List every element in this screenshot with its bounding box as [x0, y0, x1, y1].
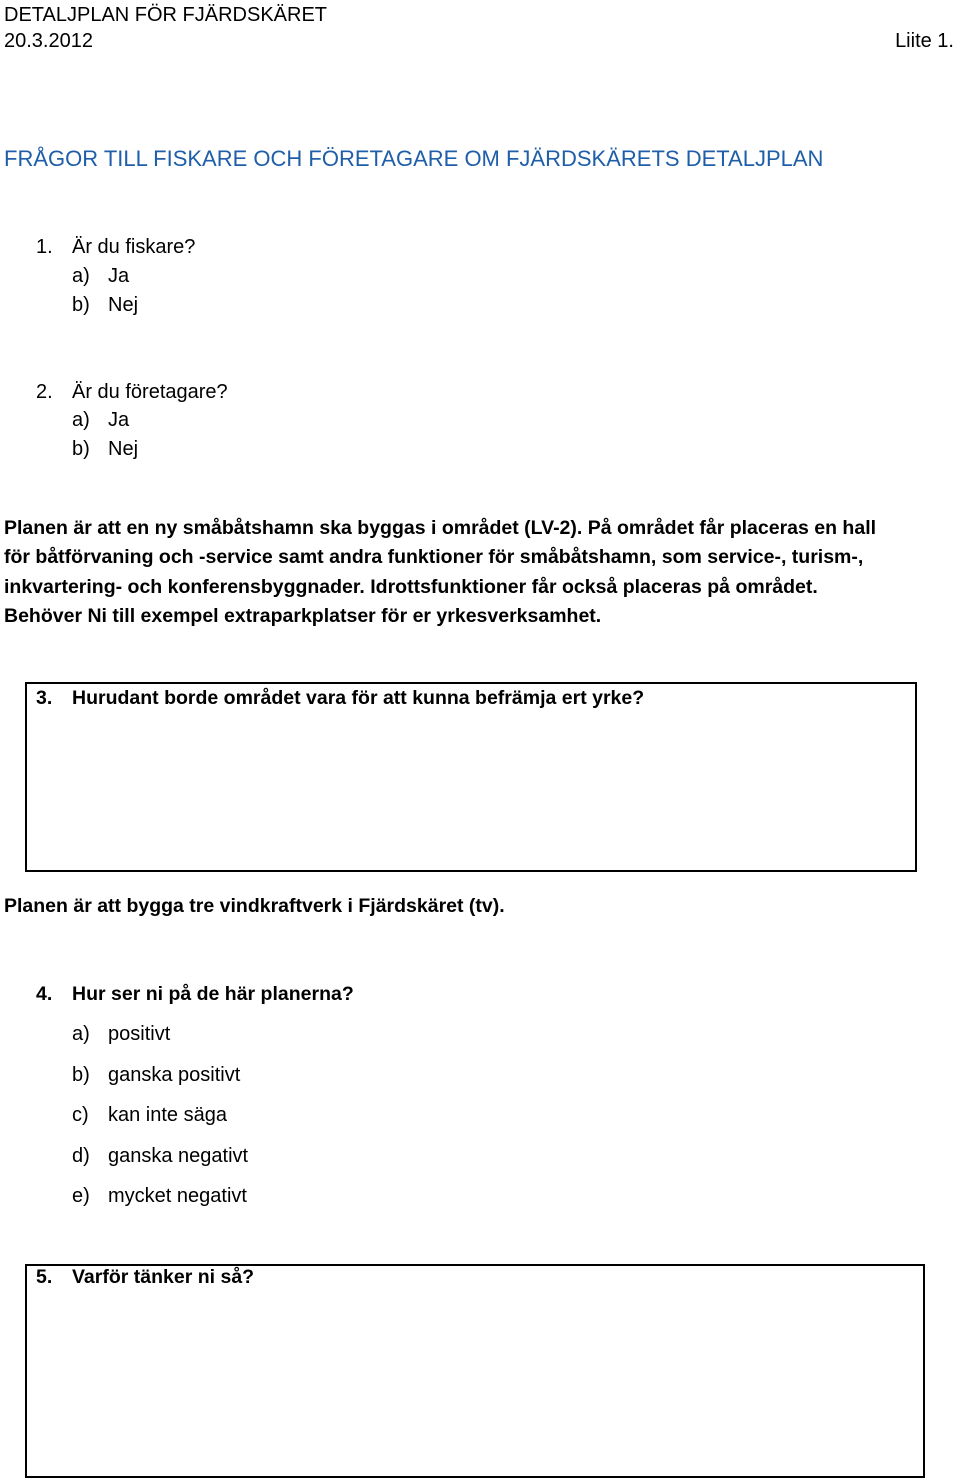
- question-text: Hur ser ni på de här planerna?: [72, 983, 354, 1005]
- harbor-plan-paragraph: [4, 514, 954, 631]
- answer-box-question-3[interactable]: [25, 682, 917, 872]
- question-1-option-a: [72, 265, 129, 288]
- option-marker: a): [72, 265, 90, 287]
- option-text: kan inte säga: [108, 1104, 227, 1126]
- answer-box-question-5[interactable]: [25, 1264, 925, 1478]
- question-2-option-a: [72, 409, 129, 432]
- question-4-option-c: [72, 1104, 227, 1127]
- option-text: ganska negativt: [108, 1145, 249, 1167]
- option-marker: a): [72, 409, 90, 431]
- paragraph-line: för båtförvaning och -service samt andra funktioner för småbåtshamn, som service-, turism-,: [4, 546, 864, 569]
- question-4-option-a: [72, 1023, 170, 1046]
- question-text: Är du företagare?: [72, 381, 228, 403]
- question-number: 2.: [36, 381, 53, 403]
- question-1-option-b: [72, 294, 138, 317]
- question-4-option-b: [72, 1064, 240, 1087]
- question-2: [36, 381, 228, 404]
- option-marker: b): [72, 294, 90, 316]
- option-text: positivt: [108, 1023, 171, 1045]
- option-text: Nej: [108, 294, 139, 316]
- option-marker: e): [72, 1185, 90, 1207]
- option-marker: a): [72, 1023, 90, 1045]
- question-number: 4.: [36, 983, 53, 1005]
- option-text: Nej: [108, 438, 139, 460]
- question-number: 3.: [36, 687, 53, 709]
- option-text: mycket negativt: [108, 1185, 247, 1207]
- question-4-option-d: [72, 1145, 248, 1168]
- question-text: Varför tänker ni så?: [72, 1266, 255, 1288]
- paragraph-line: Planen är att en ny småbåtshamn ska byggas i området (LV-2). På området får placeras en hall: [4, 517, 877, 539]
- question-5: [36, 1266, 254, 1289]
- paragraph-line: inkvartering- och konferensbyggnader. Idrottsfunktioner får också placeras på området.: [4, 575, 818, 598]
- question-text: Hurudant borde området vara för att kunna befrämja ert yrke?: [72, 687, 645, 709]
- option-marker: c): [72, 1104, 89, 1126]
- question-3: [36, 687, 644, 710]
- option-marker: b): [72, 438, 90, 460]
- question-2-option-b: [72, 438, 138, 461]
- document-date: 20.3.2012: [4, 30, 93, 52]
- option-text: Ja: [108, 409, 130, 431]
- option-text: ganska positivt: [108, 1064, 241, 1086]
- option-marker: b): [72, 1064, 90, 1086]
- question-number: 1.: [36, 236, 53, 258]
- document-header-title: DETALJPLAN FÖR FJÄRDSKÄRET: [4, 4, 328, 26]
- page-title: FRÅGOR TILL FISKARE OCH FÖRETAGARE OM FJÄRDSKÄRETS DETALJPLAN: [4, 146, 824, 171]
- question-number: 5.: [36, 1266, 53, 1288]
- question-1: [36, 236, 195, 259]
- option-marker: d): [72, 1145, 90, 1167]
- paragraph-line: Behöver Ni till exempel extraparkplatser för er yrkesverksamhet.: [4, 604, 602, 627]
- question-4: [36, 983, 354, 1006]
- question-4-option-e: [72, 1185, 247, 1208]
- question-text: Är du fiskare?: [72, 236, 196, 258]
- appendix-label: Liite 1.: [895, 30, 954, 52]
- option-text: Ja: [108, 265, 130, 287]
- wind-power-paragraph: Planen är att bygga tre vindkraftverk i Fjärdskäret (tv).: [4, 895, 505, 917]
